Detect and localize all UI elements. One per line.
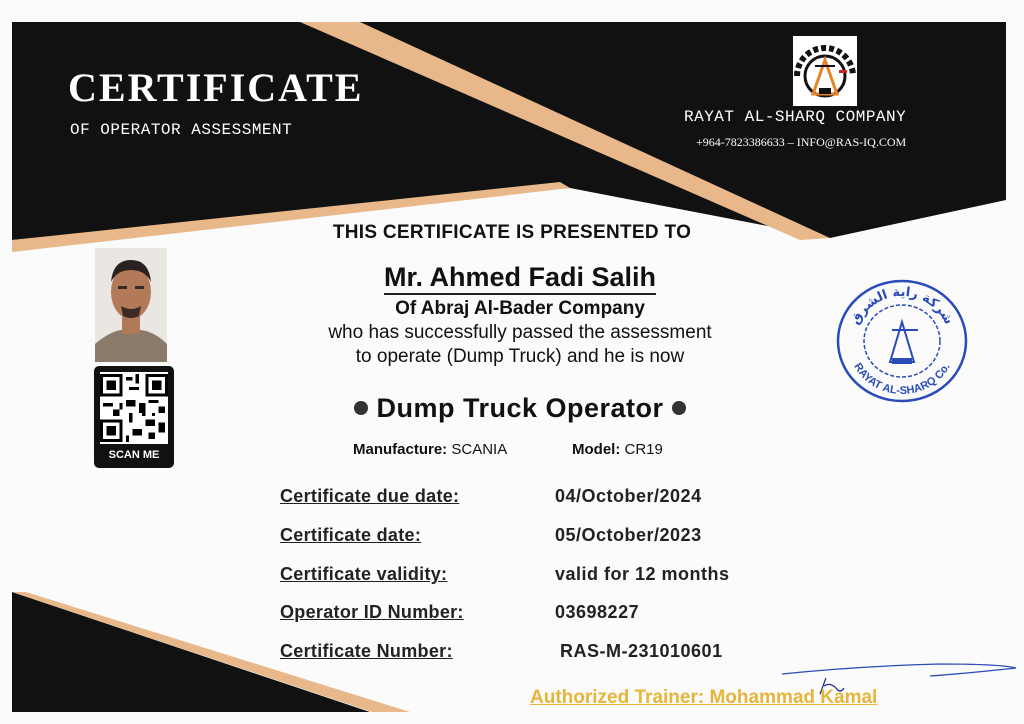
company-logo bbox=[793, 36, 857, 106]
certificate-title: CERTIFICATE bbox=[68, 65, 364, 110]
bullet-dot-icon bbox=[672, 401, 686, 415]
operator-role: Dump Truck Operator bbox=[270, 393, 770, 424]
field-value-due-date: 04/October/2024 bbox=[555, 486, 702, 506]
qr-pattern-icon bbox=[100, 372, 168, 444]
recipient-company: Of Abraj Al-Bader Company bbox=[395, 298, 645, 319]
field-value-date: 05/October/2023 bbox=[555, 525, 702, 545]
field-value-validity: valid for 12 months bbox=[555, 564, 730, 584]
description-line2: to operate (Dump Truck) and he is now bbox=[355, 346, 685, 367]
recipient-photo bbox=[95, 248, 167, 362]
bullet-dot-icon bbox=[354, 401, 368, 415]
svg-text:شركة راية الشرق: شركة راية الشرق bbox=[847, 284, 957, 328]
field-value-certificate-number: RAS-M-231010601 bbox=[560, 641, 723, 661]
qr-label: SCAN ME bbox=[108, 449, 160, 461]
recipient-name: Mr. Ahmed Fadi Salih bbox=[270, 262, 770, 293]
manufacture-info: Manufacture: SCANIA bbox=[353, 441, 508, 458]
certificate-subtitle: OF OPERATOR ASSESSMENT bbox=[70, 121, 293, 139]
field-label-due-date: Certificate due date: bbox=[280, 486, 460, 506]
field-value-operator-id: 03698227 bbox=[555, 602, 640, 622]
presented-to: THIS CERTIFICATE IS PRESENTED TO bbox=[332, 222, 692, 243]
field-label-validity: Certificate validity: bbox=[280, 564, 448, 584]
field-label-certificate-number: Certificate Number: bbox=[280, 641, 453, 661]
field-label-operator-id: Operator ID Number: bbox=[280, 602, 464, 622]
model-info: Model: CR19 bbox=[572, 441, 663, 458]
company-contact: +964-7823386633 – INFO@RAS-IQ.COM bbox=[696, 135, 907, 149]
qr-code[interactable] bbox=[94, 366, 174, 468]
authorized-trainer: Authorized Trainer: Mohammad Kamal bbox=[530, 687, 878, 708]
description-line1: who has successfully passed the assessment bbox=[328, 322, 712, 343]
field-label-date: Certificate date: bbox=[280, 525, 422, 545]
svg-text:RAYAT AL-SHARQ Co.: RAYAT AL-SHARQ Co. bbox=[851, 361, 953, 398]
company-seal-stamp bbox=[834, 278, 970, 404]
company-name: RAYAT AL-SHARQ COMPANY bbox=[684, 108, 907, 126]
